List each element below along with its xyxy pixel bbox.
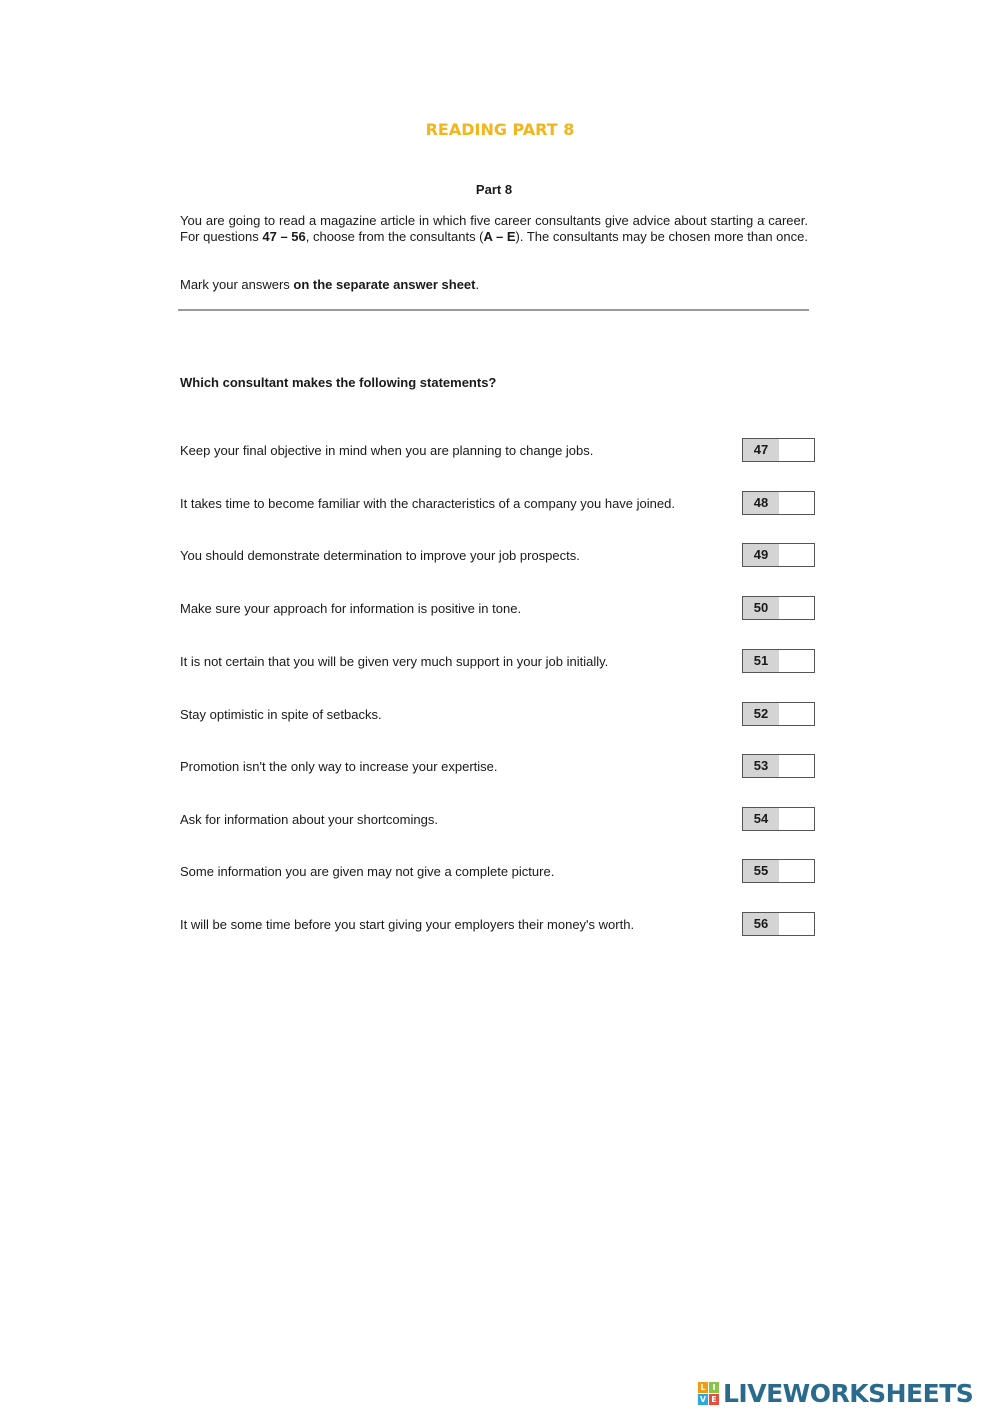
- question-number: 50: [742, 596, 780, 620]
- mark-answers-note: [180, 277, 479, 292]
- question-heading: Which consultant makes the following statements?: [180, 375, 497, 390]
- question-range: 47 – 56: [262, 229, 306, 244]
- question-row: [0, 754, 1000, 780]
- question-text: You should demonstrate determination to improve your job prospects.: [180, 548, 580, 563]
- part-label: Part 8: [475, 182, 513, 197]
- question-text: Stay optimistic in spite of setbacks.: [180, 707, 382, 722]
- instructions-text-3: ). The consultants may be chosen more than once.: [515, 229, 808, 244]
- question-number: 47: [742, 438, 780, 462]
- question-number: 53: [742, 754, 780, 778]
- consultant-options: A – E: [483, 229, 516, 244]
- question-row: [0, 438, 1000, 464]
- question-text: Some information you are given may not give a complete picture.: [180, 864, 555, 879]
- answer-box[interactable]: [779, 649, 815, 673]
- question-row: [0, 702, 1000, 728]
- logo-letter: L: [698, 1382, 708, 1393]
- question-number: 51: [742, 649, 780, 673]
- answer-box[interactable]: [779, 859, 815, 883]
- instructions-text-1: You are going to read a magazine article in which five career consultants give advice about starting a career. For questions: [180, 213, 808, 244]
- mark-text-1: Mark your answers: [180, 277, 294, 292]
- question-row: [0, 543, 1000, 569]
- question-number: 52: [742, 702, 780, 726]
- answer-box[interactable]: [779, 912, 815, 936]
- answer-box[interactable]: [779, 438, 815, 462]
- answer-box[interactable]: [779, 807, 815, 831]
- mark-text-2: .: [475, 277, 480, 292]
- question-row: [0, 649, 1000, 675]
- question-text: Make sure your approach for information is positive in tone.: [180, 601, 522, 616]
- answer-box[interactable]: [779, 543, 815, 567]
- logo-letter: I: [709, 1382, 719, 1393]
- mark-emphasis: on the separate answer sheet: [293, 277, 476, 292]
- question-text: Ask for information about your shortcomings.: [180, 812, 438, 827]
- question-text: It takes time to become familiar with the characteristics of a company you have joined.: [180, 496, 675, 511]
- logo-icon: [698, 1382, 719, 1405]
- question-row: [0, 491, 1000, 517]
- answer-box[interactable]: [779, 702, 815, 726]
- question-number: 56: [742, 912, 780, 936]
- instructions: [180, 213, 808, 245]
- liveworksheets-logo: [698, 1378, 973, 1408]
- question-row: [0, 596, 1000, 622]
- logo-letter: E: [709, 1394, 719, 1405]
- question-text: Keep your final objective in mind when you are planning to change jobs.: [180, 443, 594, 458]
- logo-letter: V: [699, 1394, 707, 1404]
- answer-box[interactable]: [779, 754, 815, 778]
- question-text: Promotion isn't the only way to increase your expertise.: [180, 759, 498, 774]
- instructions-text-2: , choose from the consultants (: [305, 229, 484, 244]
- question-text: It is not certain that you will be given very much support in your job initially.: [180, 654, 609, 669]
- question-number: 49: [742, 543, 780, 567]
- divider: [178, 309, 809, 311]
- question-text: It will be some time before you start giving your employers their money's worth.: [180, 917, 635, 932]
- question-row: [0, 912, 1000, 938]
- answer-box[interactable]: [779, 491, 815, 515]
- page-title: READING PART 8: [425, 120, 575, 139]
- question-row: [0, 807, 1000, 833]
- logo-wordmark: LIVEWORKSHEETS: [723, 1378, 974, 1408]
- question-number: 48: [742, 491, 780, 515]
- question-row: [0, 859, 1000, 885]
- answer-box[interactable]: [779, 596, 815, 620]
- question-number: 54: [742, 807, 780, 831]
- question-number: 55: [742, 859, 780, 883]
